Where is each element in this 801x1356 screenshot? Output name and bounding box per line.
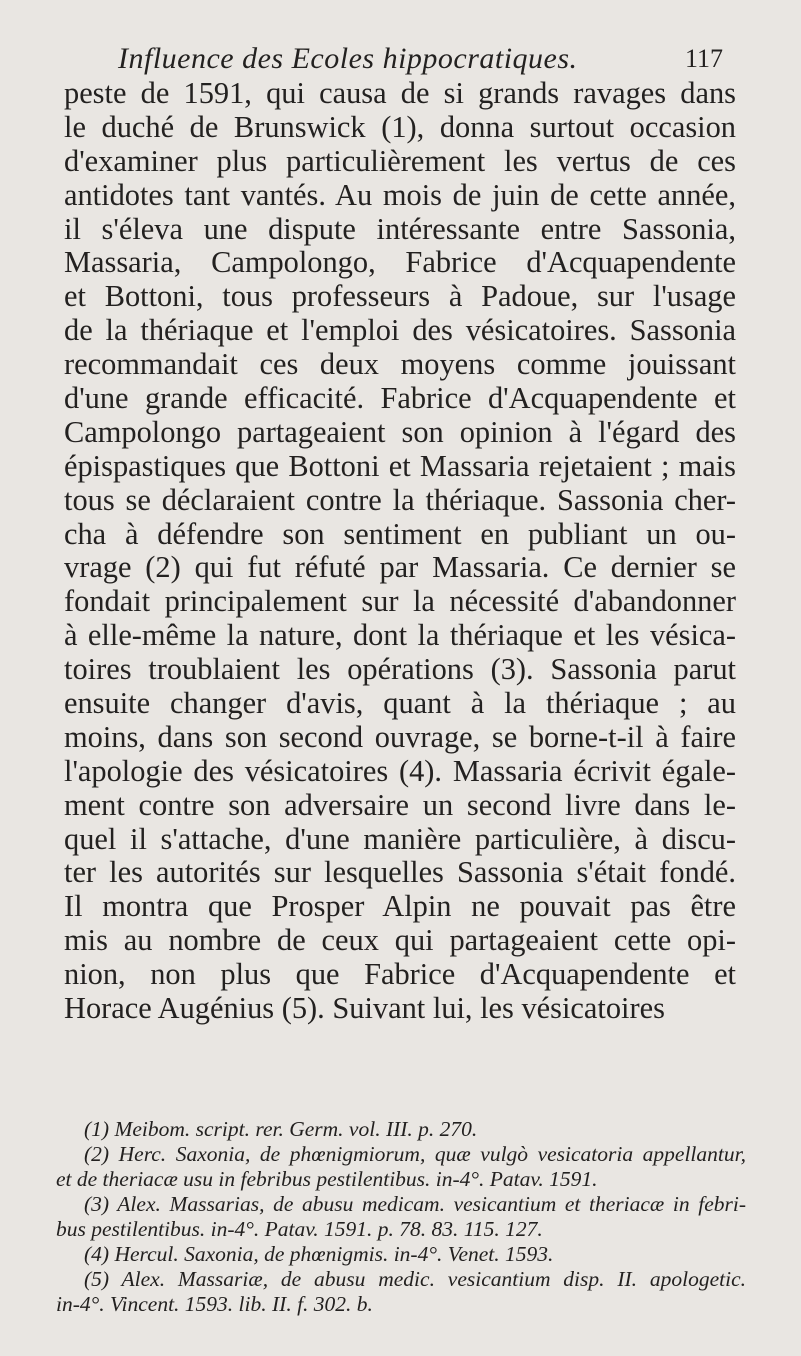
text-line: il s'éleva une dispute intéressante entre Sassonia, bbox=[64, 211, 736, 246]
footnote-line: (1) Meibom. script. rer. Germ. vol. III. p. 270. bbox=[84, 1117, 478, 1141]
text-line: d'une grande efficacité. Fabrice d'Acquapendente et bbox=[64, 381, 736, 416]
footnote-line: (4) Hercul. Saxonia, de phœnigmis. in-4°. Venet. 1593. bbox=[84, 1242, 554, 1266]
text-line: moins, dans son second ouvrage, se borne-t-il à faire bbox=[64, 719, 736, 754]
text-line: Il montra que Prosper Alpin ne pouvait pas être bbox=[64, 889, 736, 924]
text-line: ensuite changer d'avis, quant à la thériaque ; au bbox=[64, 686, 736, 721]
text-line: peste de 1591, qui causa de si grands ravages dans bbox=[64, 76, 736, 110]
text-line: d'examiner plus particulièrement les vertus de ces bbox=[64, 143, 736, 178]
text-line: cha à défendre son sentiment en publiant un ou- bbox=[64, 516, 736, 551]
page-number: 117 bbox=[684, 44, 723, 73]
text-line: nion, non plus que Fabrice d'Acquapendente et bbox=[64, 957, 736, 992]
text-line: antidotes tant vantés. Au mois de juin de cette année, bbox=[64, 177, 736, 212]
text-line: et Bottoni, tous professeurs à Padoue, sur l'usage bbox=[64, 279, 736, 314]
footnotes bbox=[56, 1117, 746, 1317]
text-line: Campolongo partageaient son opinion à l'égard des bbox=[64, 414, 736, 449]
text-line: ter les autorités sur lesquelles Sassonia s'était fondé. bbox=[64, 855, 736, 890]
text-line: recommandait ces deux moyens comme jouissant bbox=[64, 347, 736, 382]
text-line: mis au nombre de ceux qui partageaient cette opi- bbox=[64, 923, 736, 958]
footnote-line: et de theriacæ usu in febribus pestilentibus. in-4°. Patav. 1591. bbox=[56, 1167, 598, 1191]
footnote-line: bus pestilentibus. in-4°. Patav. 1591. p. 78. 83. 115. 127. bbox=[56, 1217, 543, 1241]
text-line: à elle-même la nature, dont la thériaque et les vésica- bbox=[64, 618, 736, 653]
footnote-line: in-4°. Vincent. 1593. lib. II. f. 302. b. bbox=[56, 1292, 373, 1316]
text-line: Massaria, Campolongo, Fabrice d'Acquapendente bbox=[64, 245, 736, 280]
text-line: ment contre son adversaire un second livre dans le- bbox=[64, 787, 736, 822]
text-line: quel il s'attache, d'une manière particulière, à discu- bbox=[64, 821, 736, 856]
text-line: Horace Augénius (5). Suivant lui, les vésicatoires bbox=[64, 991, 665, 1026]
text-line: fondait principalement sur la nécessité d'abandonner bbox=[64, 584, 736, 619]
text-line: l'apologie des vésicatoires (4). Massaria écrivit égale- bbox=[64, 753, 736, 788]
body-text bbox=[64, 76, 736, 1025]
chapter-title: Influence des Ecoles hippocratiques. bbox=[118, 42, 578, 75]
text-line: vrage (2) qui fut réfuté par Massaria. Ce dernier se bbox=[64, 550, 736, 585]
footnote-line: (3) Alex. Massarias, de abusu medicam. vesicantium et theriacæ in febri- bbox=[84, 1192, 746, 1216]
footnote-line: (5) Alex. Massariæ, de abusu medic. vesicantium disp. II. apologetic. bbox=[84, 1267, 746, 1291]
footnote-line: (2) Herc. Saxonia, de phœnigmiorum, quæ vulgò vesicatoria appellantur, bbox=[84, 1142, 746, 1166]
text-line: tous se déclaraient contre la thériaque. Sassonia cher- bbox=[64, 482, 736, 517]
text-line: de la thériaque et l'emploi des vésicatoires. Sassonia bbox=[64, 313, 736, 348]
text-line: toires troublaient les opérations (3). Sassonia parut bbox=[64, 652, 736, 687]
text-line: épispastiques que Bottoni et Massaria rejetaient ; mais bbox=[64, 448, 736, 483]
text-line: le duché de Brunswick (1), donna surtout occasion bbox=[64, 109, 736, 144]
